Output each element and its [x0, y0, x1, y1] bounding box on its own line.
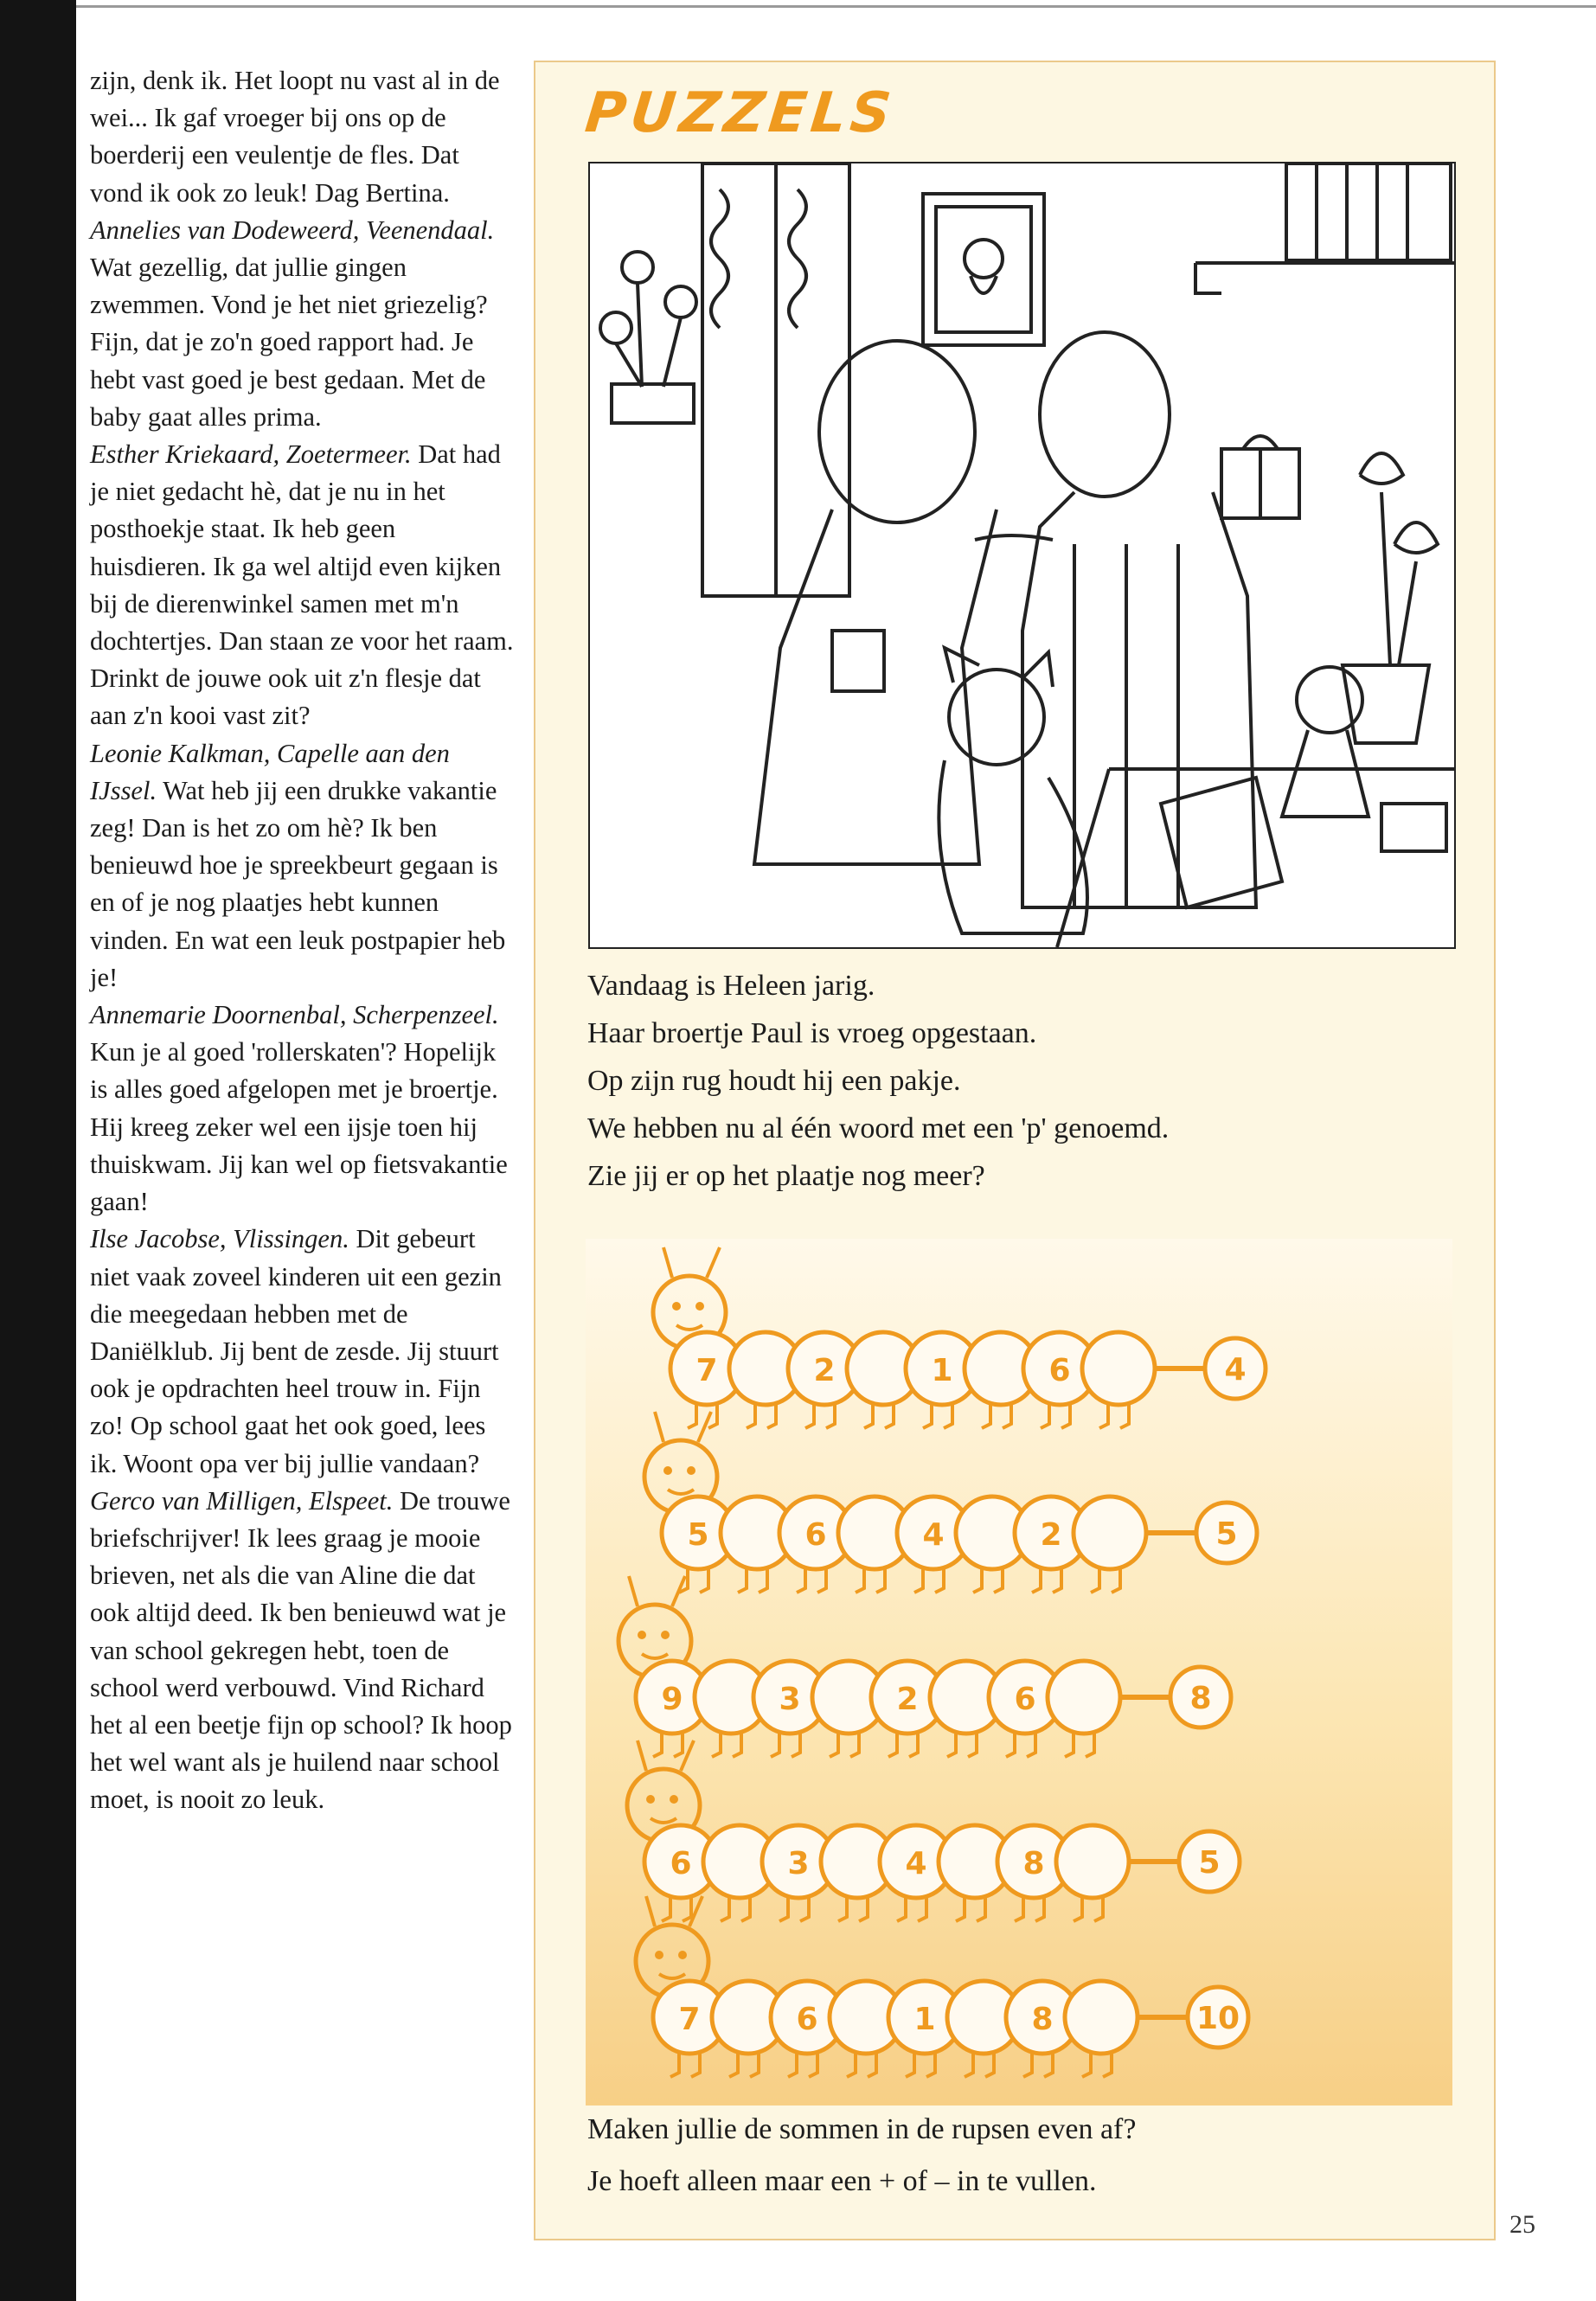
story-line: Haar broertje Paul is vroeg opgestaan.	[587, 1017, 1037, 1049]
leg-icon	[914, 1569, 944, 1593]
caterpillar-number: 6	[796, 2002, 818, 2037]
tulip-plant-icon	[1343, 453, 1438, 743]
leg-icon	[779, 1898, 809, 1921]
caterpillar-number: 2	[896, 1682, 919, 1717]
binding-edge	[0, 0, 76, 2301]
caterpillar-number: 1	[913, 2002, 936, 2037]
caterpillar	[619, 1576, 1231, 1757]
story-line: Op zijn rug houdt hij een pakje.	[587, 1065, 961, 1097]
leg-icon	[906, 2054, 935, 2077]
leg-icon	[1082, 2054, 1112, 2077]
caterpillar-answer: 8	[1189, 1681, 1212, 1716]
handshake-icon	[975, 535, 1053, 540]
caterpillar-number: 3	[779, 1682, 801, 1717]
caterpillar-answer: 10	[1195, 2001, 1240, 2036]
antenna-icon	[655, 1412, 711, 1442]
antenna-icon	[629, 1576, 685, 1606]
caterpillar-number: 9	[661, 1682, 683, 1717]
antenna-icon	[638, 1740, 694, 1771]
leg-icon	[947, 1734, 977, 1757]
leg-icon	[670, 2054, 700, 2077]
leg-icon	[721, 1898, 750, 1921]
letter-paragraph: Annemarie Doornenbal, Scherpenzeel. Kun je al goed 'rollerskaten'? Hopelijk is alles goed afgelopen met je broertje. Hij kreeg zeker wel een ijsje toen hij thuiskwam. Jij kan wel op fietsvakantie gaan!	[90, 1000, 508, 1217]
caterpillar-number: 1	[931, 1353, 953, 1388]
parrot-picture-icon	[923, 194, 1044, 345]
letter-recipient: Gerco van Milligen, Elspeet.	[90, 1485, 394, 1516]
leg-icon	[712, 1734, 741, 1757]
leg-icon	[864, 1405, 894, 1428]
antenna-icon	[646, 1896, 702, 1926]
cat-icon	[939, 648, 1087, 933]
letter-paragraph: Esther Kriekaard, Zoetermeer. Dat had je niet gedacht hè, dat je nu in het posthoekje staat. Ik heb geen huisdieren. Ik ga wel altijd even kijken bij de dierenwinkel samen met m'n dochtertjes. Dan staan ze voor het raam. Drinkt de jouwe ook uit z'n flesje dat aan z'n kooi vast zit?	[90, 439, 514, 731]
caterpillar-number: 6	[670, 1846, 692, 1881]
leg-icon	[1015, 1898, 1044, 1921]
leg-icon	[1074, 1898, 1103, 1921]
caterpillar-eye-icon	[655, 1951, 663, 1959]
caterpillar-number: 2	[1040, 1517, 1062, 1553]
flower-pot-icon	[600, 252, 696, 423]
caterpillar-sums	[586, 1239, 1452, 2106]
story-line: Zie jij er op het plaatje nog meer?	[587, 1160, 985, 1192]
leg-icon	[1065, 1734, 1094, 1757]
letters-column	[90, 62, 514, 1819]
leg-icon	[1041, 1405, 1070, 1428]
caterpillar-mouth-icon	[659, 1974, 685, 1978]
letter-paragraph: Annelies van Dodeweerd, Veenendaal. Wat gezellig, dat jullie gingen zwemmen. Vond je het niet griezelig? Fijn, dat je zo'n goed rapport had. Je hebt vast goed je best gedaan. Met de baby gaat alles prima.	[90, 215, 495, 432]
body-segment	[1082, 1332, 1155, 1405]
caterpillar-number: 3	[787, 1846, 810, 1881]
caterpillar-answer: 5	[1198, 1845, 1221, 1881]
caterpillar-number: 2	[813, 1353, 836, 1388]
shelf-icon	[1195, 163, 1454, 293]
caterpillar-eye-icon	[638, 1631, 646, 1639]
caterpillar-eye-icon	[670, 1795, 678, 1804]
leg-icon	[797, 1569, 826, 1593]
caterpillar-number: 7	[695, 1353, 718, 1388]
letter-recipient: Leonie Kalkman, Capelle aan den IJssel.	[90, 738, 450, 805]
page-number: 25	[1509, 2210, 1535, 2239]
leg-icon	[788, 2054, 817, 2077]
letter-recipient: Ilse Jacobse, Vlissingen.	[90, 1224, 349, 1254]
caterpillar-eye-icon	[672, 1302, 681, 1311]
leg-icon	[1006, 1734, 1035, 1757]
leg-icon	[982, 1405, 1011, 1428]
caterpillar-mouth-icon	[651, 1818, 676, 1823]
top-rule	[76, 5, 1596, 8]
letter-paragraph: zijn, denk ik. Het loopt nu vast al in de wei... Ik gaf vroeger bij ons op de boerderij een veulentje de fles. Dat vond ik ook zo leuk! Dag Bertina.	[90, 66, 500, 208]
story-line: Vandaag is Heleen jarig.	[587, 970, 875, 1002]
caterpillar-mouth-icon	[668, 1490, 694, 1494]
leg-icon	[888, 1734, 918, 1757]
caterpillar-number: 6	[804, 1517, 827, 1553]
caterpillar-eye-icon	[661, 1631, 670, 1639]
caterpillar-number: 8	[1022, 1846, 1045, 1881]
toy-box-icon	[1381, 804, 1446, 851]
caterpillar-eye-icon	[663, 1466, 672, 1475]
leg-icon	[771, 1734, 800, 1757]
caterpillar-answer: 4	[1224, 1352, 1247, 1388]
leg-icon	[965, 2054, 994, 2077]
leg-icon	[653, 1734, 683, 1757]
leg-icon	[923, 1405, 952, 1428]
body-segment	[1074, 1497, 1146, 1569]
letter-recipient: Esther Kriekaard, Zoetermeer.	[90, 439, 412, 470]
caterpillar-drawing	[586, 1239, 1452, 2106]
puzzle-illustration	[588, 162, 1456, 949]
caterpillar	[636, 1896, 1248, 2077]
mother-figure-icon	[754, 341, 997, 864]
body-segment	[1056, 1825, 1129, 1898]
body-segment	[1048, 1661, 1120, 1734]
leg-icon	[729, 2054, 759, 2077]
caterpillar-mouth-icon	[676, 1325, 702, 1330]
caterpillar-number: 4	[922, 1517, 945, 1553]
leg-icon	[688, 1405, 717, 1428]
leg-icon	[738, 1569, 767, 1593]
leg-icon	[805, 1405, 835, 1428]
puzzle-story	[587, 962, 1470, 1200]
leg-icon	[1023, 2054, 1053, 2077]
leg-icon	[973, 1569, 1003, 1593]
caterpillar-number: 5	[687, 1517, 709, 1553]
leg-icon	[830, 1734, 859, 1757]
letter-recipient: Annemarie Doornenbal, Scherpenzeel.	[90, 1000, 499, 1030]
caterpillar	[644, 1412, 1257, 1593]
caterpillar-number: 4	[905, 1846, 927, 1881]
leg-icon	[747, 1405, 776, 1428]
instruction-line: Je hoeft alleen maar een + of – in te vullen.	[587, 2165, 1097, 2197]
antenna-icon	[663, 1247, 720, 1278]
leg-icon	[1099, 1405, 1129, 1428]
letter-paragraph: Gerco van Milligen, Elspeet. De trouwe briefschrijver! Ik lees graag je mooie brieven, net als die van Aline die dat ook altijd deed. Ik ben benieuwd wat je van school gekregen hebt, toen de school werd verbouwd. Vind Richard het al een beetje fijn op school? Ik hoop het wel want als je huilend naar school moet, is nooit zo leuk.	[90, 1485, 512, 1815]
letter-paragraph: Ilse Jacobse, Vlissingen. Dit gebeurt niet vaak zoveel kinderen uit een gezin die meegedaan hebben met de Daniëlklub. Jij bent de zesde. Jij stuurt ook je opdrachten heel trouw in. Fijn zo! Op school gaat het ook goed, lees ik. Woont opa ver bij jullie vandaan?	[90, 1224, 502, 1478]
leg-icon	[856, 1569, 885, 1593]
present-icon	[1221, 436, 1299, 518]
instruction-line: Maken jullie de sommen in de rupsen even af?	[587, 2113, 1137, 2145]
letter-paragraph: Leonie Kalkman, Capelle aan den IJssel. Wat heb jij een drukke vakantie zeg! Dan is het zo om hè? Ik ben benieuwd hoe je spreekbeurt gegaan is en of je nog plaatjes hebt kunnen vinden. En wat een leuk postpapier heb je!	[90, 738, 506, 992]
window-icon	[702, 163, 849, 596]
leg-icon	[956, 1898, 985, 1921]
caterpillar	[653, 1247, 1266, 1428]
puzzle-panel	[534, 61, 1496, 2240]
caterpillar-number: 6	[1048, 1353, 1071, 1388]
caterpillar-eye-icon	[695, 1302, 704, 1311]
puzzle-instructions	[587, 2104, 1470, 2208]
caterpillar-mouth-icon	[642, 1654, 668, 1658]
caterpillar-number: 8	[1031, 2002, 1054, 2037]
leg-icon	[897, 1898, 926, 1921]
leg-icon	[1032, 1569, 1061, 1593]
caterpillar-eye-icon	[646, 1795, 655, 1804]
leg-icon	[838, 1898, 868, 1921]
leg-icon	[847, 2054, 876, 2077]
body-segment	[1065, 1981, 1138, 2054]
caterpillar	[627, 1740, 1240, 1921]
paul-figure-icon	[1022, 332, 1256, 907]
puzzle-title: PUZZELS	[582, 81, 899, 145]
caterpillar-eye-icon	[687, 1466, 695, 1475]
letter-recipient: Annelies van Dodeweerd, Veenendaal.	[90, 215, 495, 245]
caterpillar-answer: 5	[1215, 1516, 1238, 1552]
leg-icon	[662, 1898, 691, 1921]
caterpillar-number: 7	[678, 2002, 701, 2037]
leg-icon	[1091, 1569, 1120, 1593]
caterpillar-number: 6	[1014, 1682, 1036, 1717]
story-line: We hebben nu al één woord met een 'p' genoemd.	[587, 1112, 1170, 1144]
caterpillar-eye-icon	[678, 1951, 687, 1959]
